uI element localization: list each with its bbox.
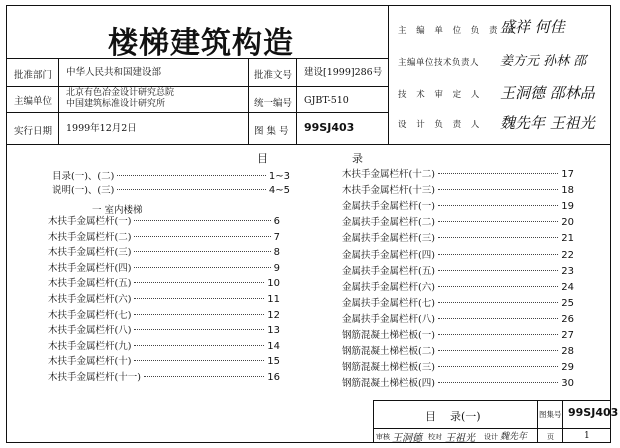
toc-leader [438,286,558,287]
toc-entry-page: 6 [273,216,280,227]
toc-entry-label: 金属扶手金属栏杆(八) [342,313,435,325]
staff-signature-1: 盛祥 何佳 [500,18,565,36]
toc-entry-page: 30 [561,378,574,390]
check-label: 校对 [428,433,442,441]
toc-leader [438,334,558,335]
title-block-atlas-no-line [562,400,563,443]
toc-leader [134,345,264,346]
effective-date-value: 1999年12月2日 [66,123,137,134]
toc-entry-page: 9 [273,262,280,274]
toc-entry-label: 木扶手金属栏杆(十) [48,356,132,368]
staff-signature-4: 魏先年 王祖光 [500,114,595,132]
toc-leader [438,270,558,271]
toc-entry-page: 25 [561,297,574,309]
toc-leader [438,254,558,255]
toc-entry-page: 19 [561,201,574,213]
toc-entry [48,369,280,387]
design-label: 设计 [484,433,498,441]
atlas-no-tb: 99SJ403 [568,406,619,419]
info-col-line-2 [248,58,249,144]
toc-leader [438,302,558,303]
toc-entry-page: 14 [267,340,280,352]
toc-entry-page: 12 [267,309,280,321]
toc-entry-page: 16 [267,372,280,383]
design-signature: 魏先年 [500,432,528,442]
toc-leader [438,221,558,222]
info-col-line-3 [296,58,297,144]
toc-entry-label: 目录(一)、(二) [52,171,115,182]
toc-entry-page: 13 [267,325,280,337]
toc-entry-page: 26 [561,313,574,325]
toc-leader [438,350,558,351]
info-row-line-2 [6,112,388,113]
toc-entry-page: 7 [273,231,280,243]
toc-heading-lu: 录 [352,152,365,165]
unified-no-label: 统一编号 [254,98,293,109]
toc-entry-label: 木扶手金属栏杆(六) [48,294,132,305]
toc-entry-page: 8 [273,247,280,259]
staff-role-1: 主 编 单 位 负 责 人 [398,26,520,36]
staff-role-4: 设 计 负 责 人 [398,120,483,130]
toc-entry-label: 木扶手金属栏杆(五) [48,278,132,290]
toc-entry [52,182,290,200]
toc-leader [134,282,264,283]
sheet-title: 目 录(一) [425,410,481,423]
toc-leader [134,220,270,221]
toc-entry-label: 金属扶手金属栏杆(三) [342,233,435,245]
toc-leader [117,189,266,190]
staff-signature-3: 王洞德 邵林品 [500,84,595,102]
approval-dept-label: 批准部门 [14,70,53,81]
toc-leader [134,251,270,252]
unified-no-value: GJBT-510 [304,95,349,106]
approval-doc-label: 批准文号 [254,70,293,81]
header-bottom-line [6,144,611,145]
check-signature: 王祖光 [445,433,475,444]
toc-leader [134,298,264,299]
review-label: 审核 [376,433,390,441]
toc-entry-label: 说明(一)、(三) [52,185,115,196]
staff-role-2: 主编单位技术负责人 [398,58,480,68]
toc-leader [134,329,264,330]
staff-signature-2: 姜方元 孙林 邵 [500,54,587,69]
toc-entry-page: 22 [561,249,574,261]
toc-leader [438,318,558,319]
approval-dept-value: 中华人民共和国建设部 [66,67,162,78]
title-block-top-line [373,400,611,401]
atlas-no-value: 99SJ403 [304,121,355,134]
toc-entry-page: 23 [561,265,574,277]
toc-leader [134,314,264,315]
toc-entry-label: 金属扶手金属栏杆(四) [342,249,435,261]
page-label: 页 [547,433,554,441]
page-title: 楼梯建筑构造 [108,26,294,61]
toc-leader [438,237,558,238]
toc-entry-label: 金属扶手金属栏杆(五) [342,265,435,277]
toc-leader [438,366,558,367]
toc-leader [438,205,558,206]
page-number: 1 [584,431,590,441]
toc-entry-label: 金属扶手金属栏杆(一) [342,201,435,213]
toc-entry-label: 木扶手金属栏杆(十三) [342,185,435,197]
title-block-left-line [373,400,374,443]
toc-entry-page: 27 [561,330,574,341]
toc-entry-page: 21 [561,233,574,245]
toc-leader [134,267,270,268]
toc-entry-label: 钢筋混凝土梯栏板(四) [342,378,435,390]
toc-entry-label: 木扶手金属栏杆(七) [48,309,132,321]
toc-leader [144,376,264,377]
toc-entry-page: 11 [267,294,280,305]
atlas-no-label: 图 集 号 [254,126,289,137]
toc-leader [117,175,266,176]
toc-entry-label: 金属扶手金属栏杆(二) [342,217,435,229]
toc-entry [342,375,574,393]
atlas-no-label-tb: 图集号 [539,410,562,419]
toc-entry-label: 木扶手金属栏杆(八) [48,325,132,337]
toc-entry-page: 17 [561,169,574,180]
toc-entry-label: 木扶手金属栏杆(九) [48,340,132,352]
toc-entry-page: 15 [267,356,280,368]
toc-entry-page: 24 [561,281,574,293]
approval-doc-value: 建设[1999]286号 [304,67,383,78]
toc-leader [438,382,558,383]
editor-unit-value: 北京有色冶金设计研究总院 中国建筑标准设计研究所 [66,88,175,109]
section-title: 一 室内楼梯 [92,205,143,216]
toc-entry-label: 木扶手金属栏杆(四) [48,262,132,274]
toc-leader [438,189,558,190]
staff-role-3: 技 术 审 定 人 [398,90,483,100]
effective-date-label: 实行日期 [14,126,53,137]
toc-entry-label: 金属扶手金属栏杆(六) [342,281,435,293]
toc-entry-page: 1~3 [268,171,290,182]
toc-entry-label: 木扶手金属栏杆(二) [48,231,132,243]
toc-entry-page: 29 [561,362,574,374]
toc-entry-label: 钢筋混凝土梯栏板(三) [342,362,435,374]
editor-unit-label: 主编单位 [14,96,53,107]
toc-leader [134,360,264,361]
toc-entry-label: 木扶手金属栏杆(三) [48,247,132,259]
toc-entry-label: 木扶手金属栏杆(十二) [342,169,435,180]
toc-entry-page: 10 [267,278,280,290]
info-row-line-1 [6,86,388,87]
info-col-line-1 [58,58,59,144]
toc-entry-label: 钢筋混凝土梯栏板(二) [342,346,435,358]
toc-leader [134,236,270,237]
toc-leader [438,173,558,174]
toc-entry-page: 28 [561,346,574,358]
toc-entry-label: 金属扶手金属栏杆(七) [342,297,435,309]
header-divider-line [388,5,389,144]
toc-entry-label: 木扶手金属栏杆(一) [48,216,132,227]
title-block-atlas-line [537,400,538,443]
toc-entry-label: 木扶手金属栏杆(十一) [48,372,141,383]
toc-entry-page: 18 [561,185,574,197]
review-signature: 王洞德 [392,433,422,444]
toc-entry-page: 20 [561,217,574,229]
toc-entry-label: 钢筋混凝土梯栏板(一) [342,330,435,341]
toc-heading-mu: 目 [257,152,270,165]
toc-entry-page: 4~5 [268,185,290,196]
